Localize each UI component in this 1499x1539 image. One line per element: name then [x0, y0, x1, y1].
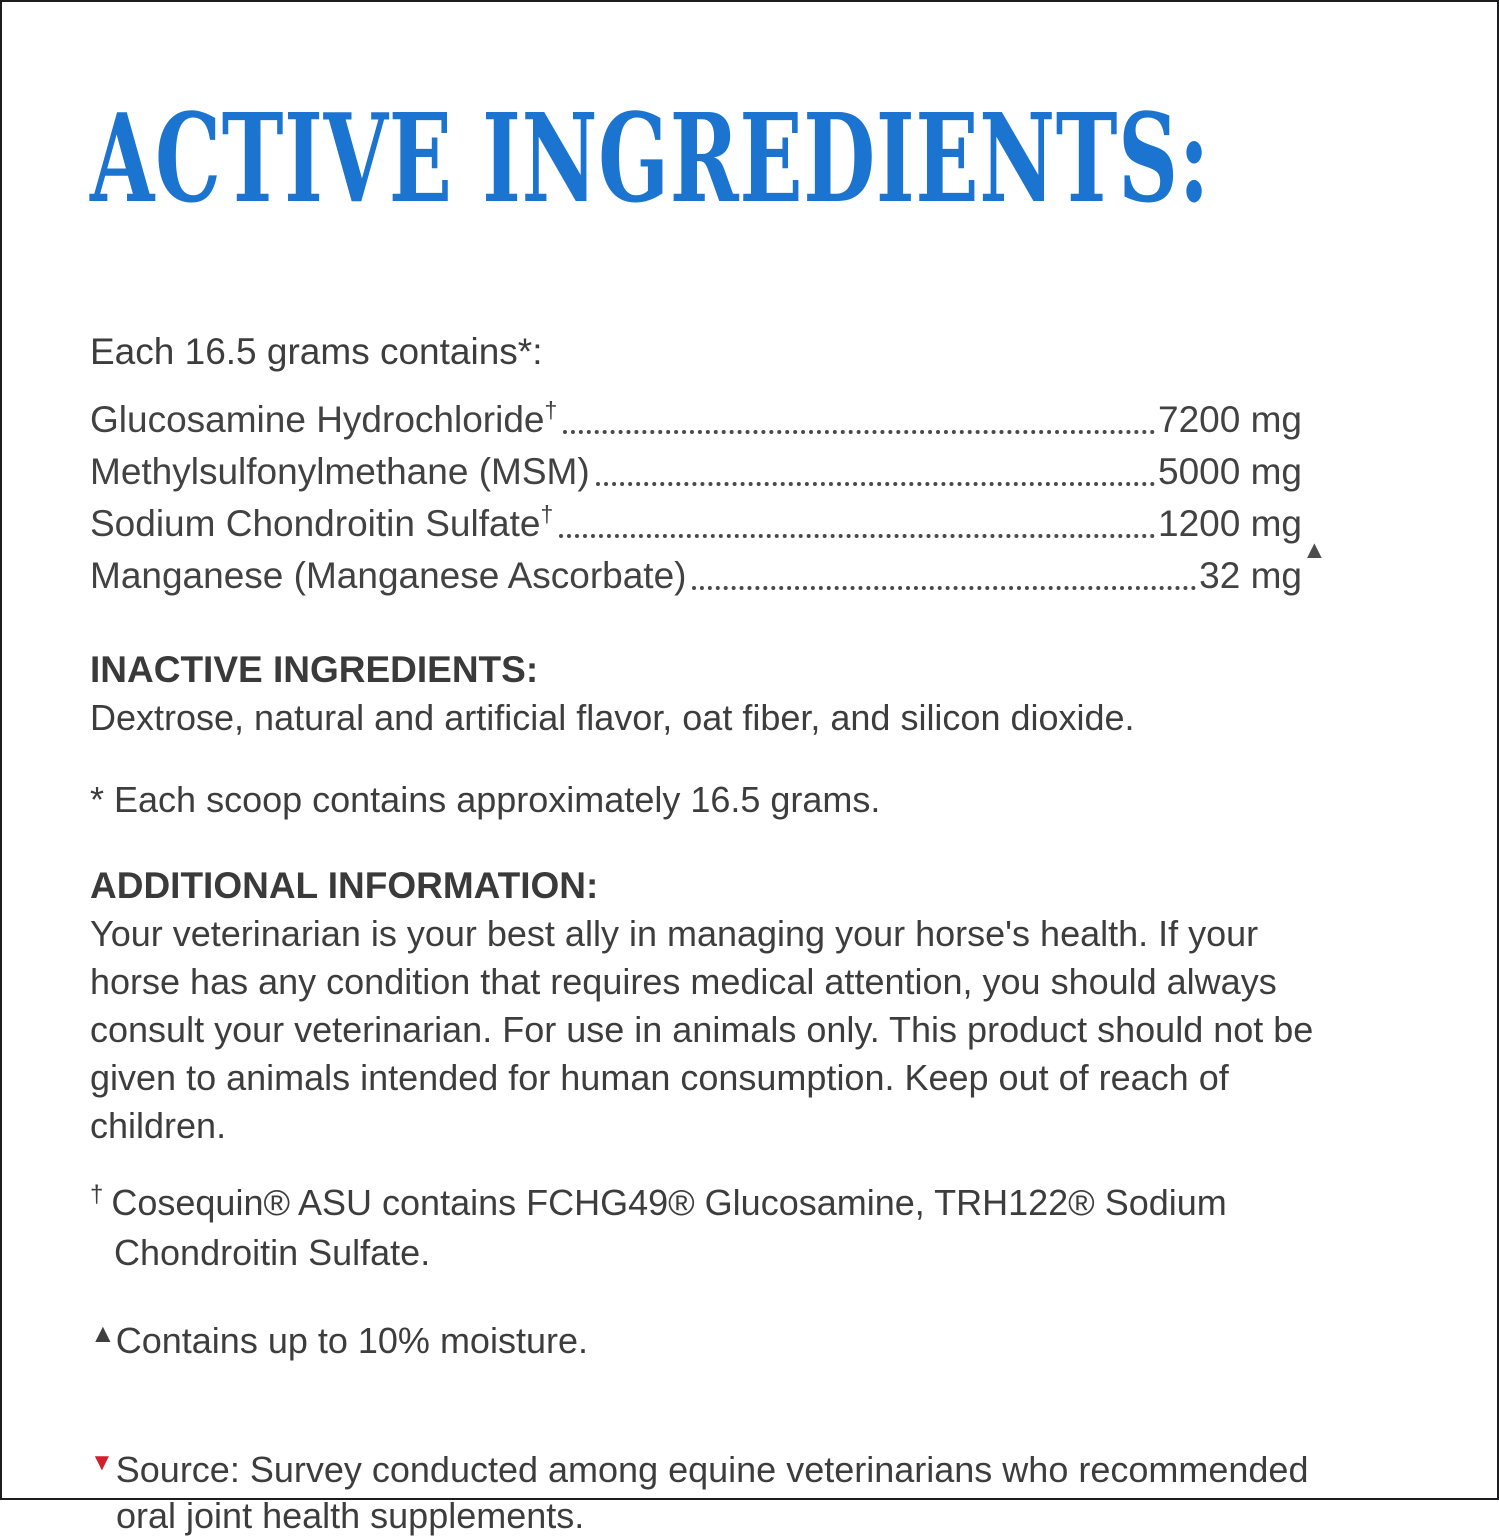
ingredient-row: Sodium Chondroitin Sulfate† 1200 mg ▲: [90, 498, 1302, 550]
asterisk-marker: *: [90, 779, 105, 821]
additional-information-section: [90, 862, 1357, 1150]
dagger-icon: †: [90, 1181, 104, 1209]
dot-leader: [559, 534, 1155, 538]
inactive-ingredients-heading: INACTIVE INGREDIENTS:: [90, 649, 539, 691]
serving-size-line: Each 16.5 grams contains*:: [90, 331, 543, 373]
dot-leader: [563, 430, 1155, 434]
ingredients-panel: [2, 2, 1497, 1539]
scoop-footnote: * Each scoop contains approximately 16.5 grams.: [90, 779, 881, 821]
ingredient-amount: 7200 mg: [1158, 399, 1302, 441]
ingredient-name: Manganese (Manganese Ascorbate): [90, 555, 687, 597]
ingredient-name: Glucosamine Hydrochloride†: [90, 397, 558, 441]
ingredient-row: [90, 550, 1302, 602]
source-footnote: ▼Source: Survey conducted among equine veterinarians who recommended oral joint health supplements.: [90, 1449, 1309, 1537]
dagger-footnote: † Cosequin® ASU contains FCHG49® Glucosamine, TRH122® Sodium Chondroitin Sulfate.: [90, 1181, 1227, 1274]
ingredient-name: Methylsulfonylmethane (MSM): [90, 451, 590, 493]
red-triangle-icon: ▼: [90, 1449, 114, 1477]
inactive-ingredients-section: [90, 646, 1357, 742]
ingredient-name: Sodium Chondroitin Sulfate†: [90, 501, 554, 545]
page-title: ACTIVE INGREDIENTS:: [90, 86, 1211, 230]
ingredient-row: [90, 394, 1302, 446]
dot-leader: [596, 482, 1155, 486]
ingredient-row: [90, 446, 1302, 498]
dagger-symbol: †: [544, 397, 558, 424]
dagger-symbol: †: [540, 501, 554, 528]
moisture-footnote: ▲Contains up to 10% moisture.: [90, 1318, 588, 1362]
active-ingredients-list: [90, 394, 1327, 602]
black-triangle-icon: ▲: [90, 1318, 116, 1349]
ingredient-amount: 1200 mg: [1158, 503, 1302, 545]
ingredient-amount: 32 mg: [1199, 555, 1302, 597]
inactive-ingredients-text: Dextrose, natural and artificial flavor, oat fiber, and silicon dioxide.: [90, 697, 1135, 739]
additional-information-heading: ADDITIONAL INFORMATION:: [90, 865, 599, 907]
additional-information-text: Your veterinarian is your best ally in managing your horse's health. If your horse has any condition that requires medical attention, you should always consult your veterinarian. For use in animals only. This product should not be given to animals intended for human consumption. Keep out of reach of children.: [90, 913, 1314, 1147]
ingredient-amount: 5000 mg: [1158, 451, 1302, 493]
dot-leader: [692, 586, 1196, 590]
